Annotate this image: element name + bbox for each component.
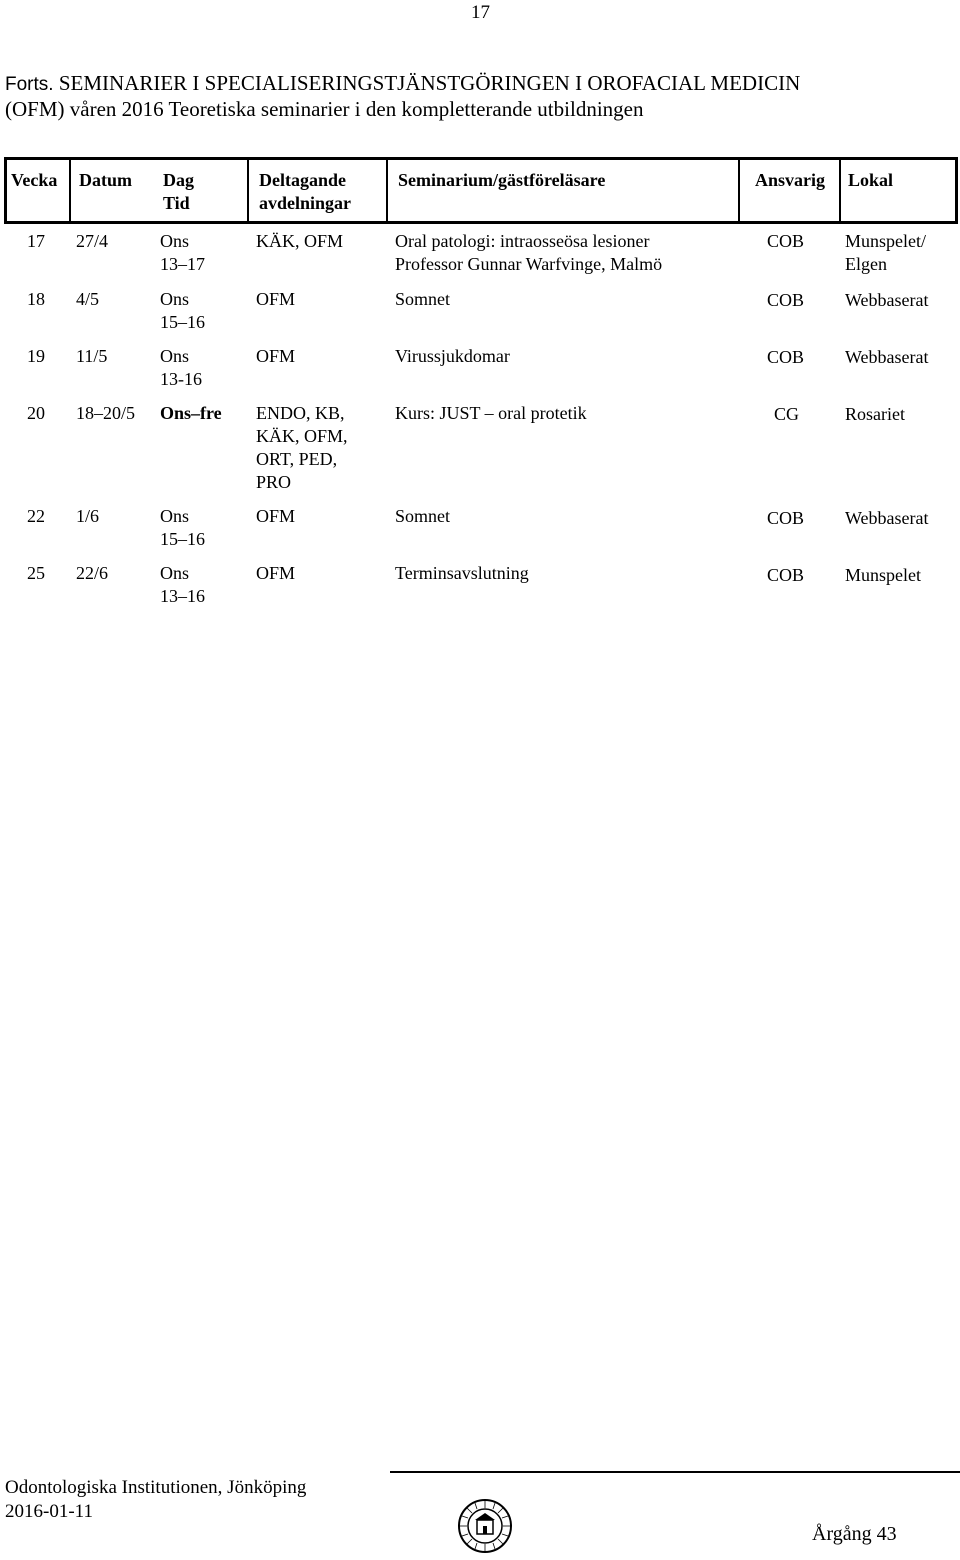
cell-seminarium: Somnet bbox=[395, 289, 451, 309]
page-number: 17 bbox=[471, 2, 490, 23]
cell-dag: Ons–fre bbox=[160, 403, 222, 423]
page-title-line-1 bbox=[5, 70, 800, 98]
header-divider bbox=[247, 160, 249, 221]
cell-avdelningar-line-4: PRO bbox=[256, 472, 292, 492]
cell-lokal: Webbaserat bbox=[845, 290, 929, 310]
cell-dag: Ons bbox=[160, 563, 190, 583]
cell-tid: 15–16 bbox=[160, 529, 205, 549]
header-divider bbox=[386, 160, 388, 221]
cell-vecka: 22 bbox=[27, 506, 45, 526]
page-title-line-2: (OFM) våren 2016 Teoretiska seminarier i den kompletterande utbildningen bbox=[5, 97, 644, 121]
header-deltagande: Deltagande bbox=[259, 170, 346, 190]
title-prefix: Forts. bbox=[5, 74, 54, 95]
cell-tid: 13-16 bbox=[160, 369, 202, 389]
header-avdelningar: avdelningar bbox=[259, 193, 352, 213]
cell-datum: 11/5 bbox=[76, 346, 108, 366]
cell-lokal: Rosariet bbox=[845, 404, 905, 424]
cell-vecka: 25 bbox=[27, 563, 45, 583]
cell-tid: 13–17 bbox=[160, 254, 205, 274]
cell-dag: Ons bbox=[160, 346, 190, 366]
cell-datum: 1/6 bbox=[76, 506, 100, 526]
header-divider bbox=[69, 160, 71, 221]
header-lokal: Lokal bbox=[848, 170, 894, 190]
cell-avdelningar-line-2: KÄK, OFM, bbox=[256, 426, 348, 446]
cell-lokal: Webbaserat bbox=[845, 347, 929, 367]
cell-datum: 18–20/5 bbox=[76, 403, 136, 423]
institution-seal-icon bbox=[457, 1498, 513, 1554]
table-header bbox=[4, 157, 958, 224]
cell-seminarium: Kurs: JUST – oral protetik bbox=[395, 403, 587, 423]
header-tid: Tid bbox=[163, 193, 190, 213]
footer-date: 2016-01-11 bbox=[5, 1501, 93, 1522]
footer-divider bbox=[390, 1471, 960, 1473]
cell-lokal: Munspelet bbox=[845, 565, 921, 585]
footer-institution: Odontologiska Institutionen, Jönköping bbox=[5, 1477, 307, 1498]
cell-avdelningar: OFM bbox=[256, 346, 296, 366]
header-vecka: Vecka bbox=[11, 170, 58, 190]
title-line-1: SEMINARIER I SPECIALISERINGSTJÄNSTGÖRINGEN I OROFACIAL MEDICIN bbox=[58, 71, 801, 95]
cell-seminarium: Virussjukdomar bbox=[395, 346, 510, 366]
header-datum: Datum bbox=[79, 170, 132, 190]
header-seminarium: Seminarium/gästföreläsare bbox=[398, 170, 606, 190]
cell-vecka: 20 bbox=[27, 403, 45, 423]
volume-label: Årgång 43 bbox=[812, 1523, 897, 1545]
cell-ansvarig: COB bbox=[767, 231, 805, 251]
cell-avdelningar: OFM bbox=[256, 506, 296, 526]
cell-lokal: Munspelet/ bbox=[845, 231, 926, 251]
cell-dag: Ons bbox=[160, 231, 190, 251]
cell-avdelningar: KÄK, OFM bbox=[256, 231, 344, 251]
cell-seminarium: Somnet bbox=[395, 506, 451, 526]
cell-ansvarig: COB bbox=[767, 508, 805, 528]
header-ansvarig: Ansvarig bbox=[755, 170, 826, 190]
cell-lokal: Webbaserat bbox=[845, 508, 929, 528]
cell-dag: Ons bbox=[160, 506, 190, 526]
cell-datum: 4/5 bbox=[76, 289, 100, 309]
cell-tid: 13–16 bbox=[160, 586, 205, 606]
cell-vecka: 17 bbox=[27, 231, 45, 251]
header-dag: Dag bbox=[163, 170, 194, 190]
header-divider bbox=[839, 160, 841, 221]
cell-lokal-line-2: Elgen bbox=[845, 254, 887, 274]
cell-seminarium: Oral patologi: intraosseösa lesioner bbox=[395, 231, 650, 251]
cell-avdelningar: ENDO, KB, bbox=[256, 403, 345, 423]
cell-ansvarig: COB bbox=[767, 290, 805, 310]
cell-vecka: 19 bbox=[27, 346, 45, 366]
cell-ansvarig: COB bbox=[767, 565, 805, 585]
cell-tid: 15–16 bbox=[160, 312, 205, 332]
cell-seminarium: Terminsavslutning bbox=[395, 563, 529, 583]
cell-seminarium-speaker: Professor Gunnar Warfvinge, Malmö bbox=[395, 254, 663, 274]
cell-datum: 27/4 bbox=[76, 231, 109, 251]
cell-avdelningar: OFM bbox=[256, 563, 296, 583]
cell-datum: 22/6 bbox=[76, 563, 109, 583]
cell-ansvarig: COB bbox=[767, 347, 805, 367]
cell-dag: Ons bbox=[160, 289, 190, 309]
cell-ansvarig: CG bbox=[774, 404, 800, 424]
cell-avdelningar-line-3: ORT, PED, bbox=[256, 449, 338, 469]
cell-vecka: 18 bbox=[27, 289, 45, 309]
cell-avdelningar: OFM bbox=[256, 289, 296, 309]
header-divider bbox=[738, 160, 740, 221]
